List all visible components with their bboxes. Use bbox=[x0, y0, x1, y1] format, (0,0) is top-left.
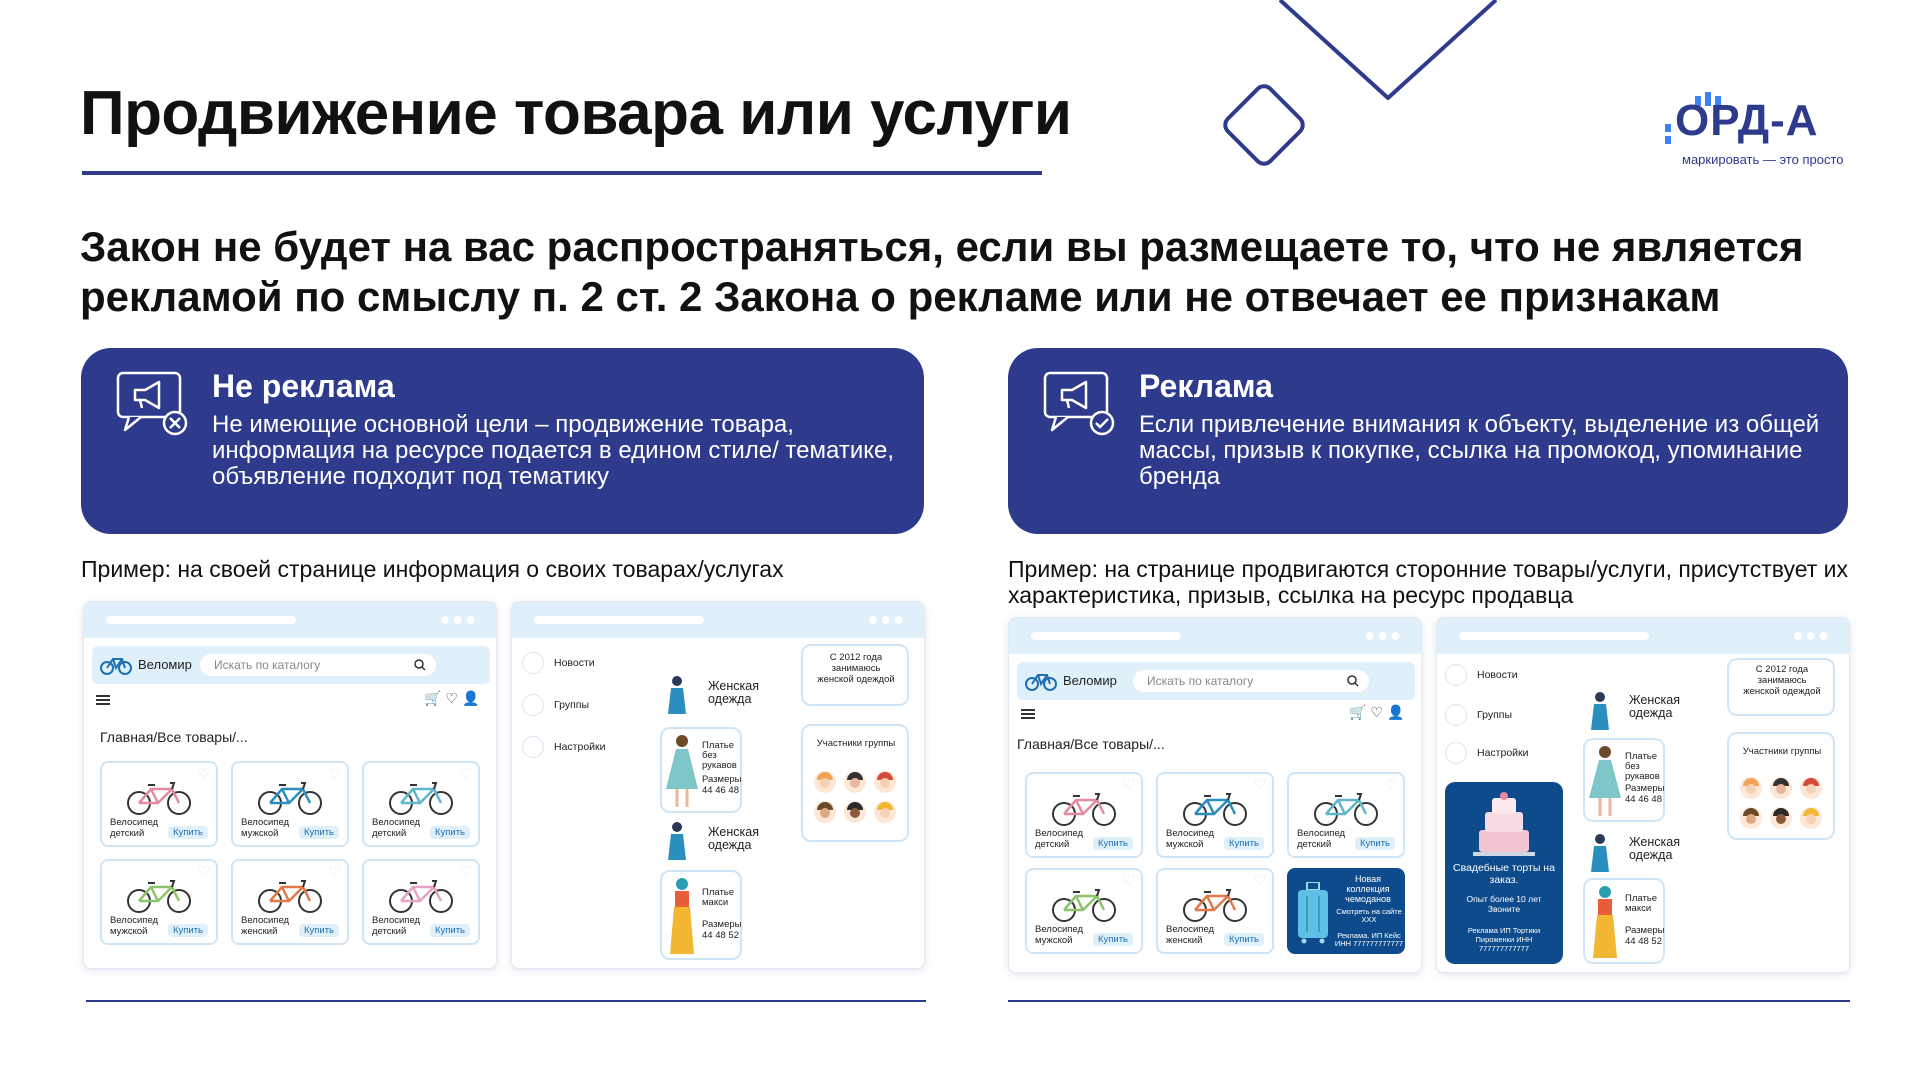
suitcase-ad-card[interactable]: Новая коллекция чемоданов Смотреть на сайте XXX Реклама. ИП Кейс ИНН 777777777777 bbox=[1287, 868, 1405, 954]
menu-icon[interactable] bbox=[96, 695, 110, 705]
product-card[interactable]: ♡ Велосипед детский Купить bbox=[100, 761, 218, 847]
shop-brand: Веломир bbox=[1063, 673, 1117, 688]
bicycle-icon bbox=[255, 777, 325, 817]
post-caption: Женская одежда bbox=[708, 825, 759, 852]
cake-icon bbox=[1469, 790, 1539, 858]
dress-figure-icon bbox=[1587, 744, 1623, 820]
megaphone-cross-icon bbox=[115, 370, 189, 436]
not-ad-card bbox=[81, 348, 924, 534]
product-card[interactable]: ♡ Велосипед женский Купить bbox=[231, 859, 349, 945]
ad-example: Пример: на странице продвигаются сторонние товары/услуги, присутствует их характеристика, призыв, ссылка на ресурс продавца bbox=[1008, 556, 1849, 608]
buy-button[interactable]: Купить bbox=[1093, 837, 1133, 850]
news-icon bbox=[1445, 664, 1467, 686]
buy-button[interactable]: Купить bbox=[430, 924, 470, 937]
right-bottom-rule bbox=[1008, 1000, 1850, 1002]
suitcase-icon bbox=[1295, 882, 1331, 944]
settings-icon bbox=[522, 736, 544, 758]
nav-settings[interactable]: Настройки bbox=[522, 736, 606, 758]
search-placeholder: Искать по каталогу bbox=[1147, 674, 1254, 688]
dress-card[interactable]: Платье макси Размеры 44 48 52 bbox=[660, 870, 742, 960]
shop-search-input[interactable] bbox=[1133, 670, 1369, 692]
bike-logo-icon bbox=[100, 655, 132, 675]
megaphone-check-icon bbox=[1042, 370, 1116, 436]
logo-wordmark: ОРД-А bbox=[1675, 96, 1819, 145]
logo-tagline: маркировать — это просто bbox=[1682, 152, 1844, 167]
left-shop-mockup bbox=[83, 601, 497, 969]
shop-search-input[interactable] bbox=[200, 654, 436, 676]
buy-button[interactable]: Купить bbox=[430, 826, 470, 839]
not-ad-text: Не имеющие основной цели – продвижение товара, информация на ресурсе подается в едином стиле/ тематике, объявление подходит под тематику bbox=[212, 411, 895, 490]
more-dots-icon: ●●● bbox=[867, 609, 906, 629]
buy-button[interactable]: Купить bbox=[1224, 837, 1264, 850]
woman-figure-icon bbox=[1583, 832, 1617, 874]
subtitle: Закон не будет на вас распространяться, если вы размещаете то, что не является рекламой по смыслу п. 2 ст. 2 Закона о рекламе или не отвечает ее признакам bbox=[80, 223, 1804, 320]
bike-logo-icon bbox=[1025, 671, 1057, 691]
buy-button[interactable]: Купить bbox=[299, 924, 339, 937]
not-ad-title: Не реклама bbox=[212, 368, 395, 404]
dress-card[interactable]: Платье без рукавов Размеры 44 46 48 bbox=[1583, 738, 1665, 822]
page-title: Продвижение товара или услуги bbox=[80, 79, 1072, 148]
more-dots-icon: ●●● bbox=[1792, 625, 1831, 645]
menu-icon[interactable] bbox=[1021, 709, 1035, 719]
nav-groups[interactable]: Группы bbox=[522, 694, 589, 716]
ad-text: Если привлечение внимания к объекту, выделение из общей массы, призыв к покупке, ссылка на промокод, упоминание бренда bbox=[1139, 411, 1820, 490]
buy-button[interactable]: Купить bbox=[1093, 933, 1133, 946]
bicycle-icon bbox=[386, 777, 456, 817]
bicycle-icon bbox=[1180, 788, 1250, 828]
dress-figure-icon bbox=[664, 876, 700, 958]
product-card[interactable]: ♡ Велосипед мужской Купить bbox=[1025, 868, 1143, 954]
member-avatars-icon[interactable] bbox=[813, 770, 901, 826]
groups-icon bbox=[1445, 704, 1467, 726]
woman-figure-icon bbox=[660, 674, 694, 716]
right-group-mockup bbox=[1436, 617, 1850, 973]
left-group-mockup bbox=[511, 601, 925, 969]
search-placeholder: Искать по каталогу bbox=[214, 658, 321, 672]
search-icon[interactable] bbox=[1347, 675, 1359, 687]
post-caption: Женская одежда bbox=[708, 679, 759, 706]
decorative-diamonds bbox=[1220, 0, 1540, 175]
bicycle-icon bbox=[1180, 884, 1250, 924]
product-card[interactable]: ♡ Велосипед детский Купить bbox=[1025, 772, 1143, 858]
logo bbox=[1665, 90, 1865, 170]
about-card: С 2012 года занимаюсь женской одеждой bbox=[801, 644, 909, 706]
nav-settings[interactable]: Настройки bbox=[1445, 742, 1529, 764]
buy-button[interactable]: Купить bbox=[1355, 837, 1395, 850]
product-card[interactable]: ♡ Велосипед мужской Купить bbox=[100, 859, 218, 945]
bicycle-icon bbox=[124, 875, 194, 915]
woman-figure-icon bbox=[660, 820, 694, 862]
product-card[interactable]: ♡ Велосипед детский Купить bbox=[1287, 772, 1405, 858]
post-caption: Женская одежда bbox=[1629, 693, 1680, 720]
settings-icon bbox=[1445, 742, 1467, 764]
more-dots-icon: ●●● bbox=[1364, 625, 1403, 645]
bicycle-icon bbox=[124, 777, 194, 817]
bicycle-icon bbox=[255, 875, 325, 915]
members-card[interactable]: Участники группы bbox=[1727, 732, 1835, 840]
shop-brand: Веломир bbox=[138, 657, 192, 672]
woman-figure-icon bbox=[1583, 690, 1617, 732]
bicycle-icon bbox=[386, 875, 456, 915]
nav-news[interactable]: Новости bbox=[1445, 664, 1518, 686]
product-card[interactable]: ♡ Велосипед детский Купить bbox=[362, 859, 480, 945]
more-dots-icon: ●●● bbox=[439, 609, 478, 629]
cart-heart-user-icons[interactable]: 🛒♡👤 bbox=[1349, 704, 1409, 720]
cart-heart-user-icons[interactable]: 🛒♡👤 bbox=[424, 690, 484, 706]
buy-button[interactable]: Купить bbox=[299, 826, 339, 839]
breadcrumb: Главная/Все товары/... bbox=[100, 729, 248, 745]
product-card[interactable]: ♡ Велосипед мужской Купить bbox=[1156, 772, 1274, 858]
news-icon bbox=[522, 652, 544, 674]
post-caption: Женская одежда bbox=[1629, 835, 1680, 862]
bicycle-icon bbox=[1311, 788, 1381, 828]
about-card: С 2012 года занимаюсь женской одеждой bbox=[1727, 658, 1835, 716]
nav-groups[interactable]: Группы bbox=[1445, 704, 1512, 726]
dress-card[interactable]: Платье без рукавов Размеры 44 46 48 bbox=[660, 727, 742, 813]
bicycle-icon bbox=[1049, 884, 1119, 924]
breadcrumb: Главная/Все товары/... bbox=[1017, 736, 1165, 752]
left-bottom-rule bbox=[86, 1000, 926, 1002]
bicycle-icon bbox=[1049, 788, 1119, 828]
groups-icon bbox=[522, 694, 544, 716]
dress-card[interactable]: Платье макси Размеры 44 48 52 bbox=[1583, 878, 1665, 964]
buy-button[interactable]: Купить bbox=[168, 924, 208, 937]
members-card[interactable]: Участники группы bbox=[801, 724, 909, 842]
search-icon[interactable] bbox=[414, 659, 426, 671]
cake-ad-card[interactable]: Свадебные торты на заказ. Опыт более 10 лет Звоните Реклама ИП Тортики Пироженки ИНН 777777777777 bbox=[1445, 782, 1563, 964]
product-card[interactable]: ♡ Велосипед детский Купить bbox=[362, 761, 480, 847]
buy-button[interactable]: Купить bbox=[168, 826, 208, 839]
product-card[interactable]: ♡ Велосипед женский Купить bbox=[1156, 868, 1274, 954]
right-shop-mockup bbox=[1008, 617, 1422, 973]
dress-figure-icon bbox=[664, 733, 700, 811]
member-avatars-icon[interactable] bbox=[1739, 776, 1827, 832]
product-card[interactable]: ♡ Велосипед мужской Купить bbox=[231, 761, 349, 847]
ad-title: Реклама bbox=[1139, 368, 1273, 404]
buy-button[interactable]: Купить bbox=[1224, 933, 1264, 946]
not-ad-example: Пример: на своей странице информация о своих товарах/услугах bbox=[81, 556, 784, 582]
dress-figure-icon bbox=[1587, 884, 1623, 962]
title-underline bbox=[82, 171, 1042, 175]
ad-card bbox=[1008, 348, 1848, 534]
nav-news[interactable]: Новости bbox=[522, 652, 595, 674]
